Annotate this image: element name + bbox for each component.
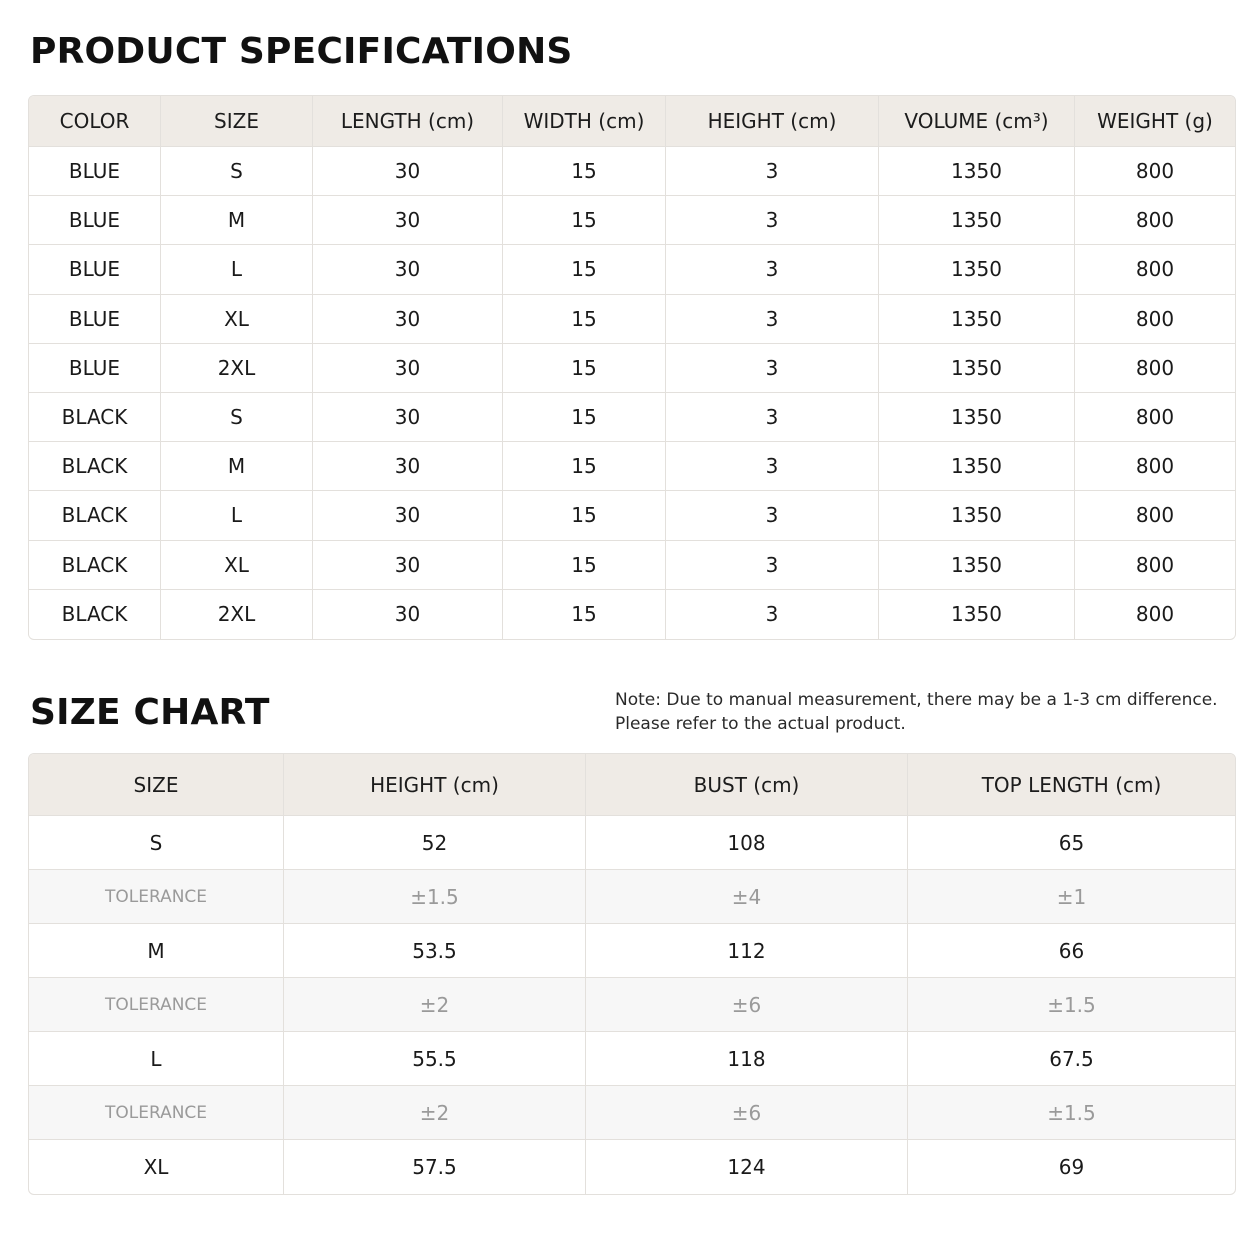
spec-cell-weight: 800 <box>1135 602 1175 627</box>
size-row <box>29 816 1235 870</box>
spec-row <box>29 393 1235 442</box>
tolerance-cell-size: TOLERANCE <box>29 978 284 1032</box>
spec-cell-width: 15 <box>503 541 666 590</box>
spec-row <box>29 344 1235 393</box>
size-cell-size: M <box>29 924 284 978</box>
spec-cell-size: L <box>161 245 313 294</box>
size-cell-bust: 118 <box>586 1032 908 1086</box>
size-row <box>29 924 1235 978</box>
spec-cell-color: BLUE <box>29 196 161 245</box>
tolerance-cell-top-length: ±1 <box>908 870 1235 924</box>
spec-cell-volume: 1350 <box>879 147 1075 196</box>
size-header-top-length: TOP LENGTH (cm) <box>908 754 1235 816</box>
spec-cell-volume: 1350 <box>879 196 1075 245</box>
spec-cell-weight: 800 <box>1075 147 1235 196</box>
spec-cell-color: BLACK <box>29 393 161 442</box>
tolerance-row <box>29 870 1235 924</box>
size-cell-top-length: 66 <box>908 924 1235 978</box>
spec-cell-size: S <box>161 393 313 442</box>
spec-cell-color: BLACK <box>29 590 161 639</box>
size-cell-size: XL <box>29 1140 284 1194</box>
spec-cell-color: BLUE <box>29 344 161 393</box>
spec-cell-length: 30 <box>313 590 503 639</box>
spec-cell-size: XL <box>161 541 313 590</box>
size-header-bust: BUST (cm) <box>586 754 908 816</box>
spec-cell-height: 3 <box>666 295 879 344</box>
size-header-size: SIZE <box>29 754 284 816</box>
spec-cell-weight: 800 <box>1075 245 1235 294</box>
spec-cell-color: BLACK <box>29 541 161 590</box>
size-cell-top-length: 67.5 <box>908 1032 1235 1086</box>
spec-cell-volume: 1350 <box>879 491 1075 540</box>
spec-cell-length: 30 <box>313 245 503 294</box>
spec-header-color: COLOR <box>29 96 161 147</box>
tolerance-cell-top-length: ±1.5 <box>908 1086 1235 1140</box>
spec-row <box>29 590 1235 639</box>
size-cell-bust: 124 <box>586 1140 908 1194</box>
tolerance-cell-size: TOLERANCE <box>29 870 284 924</box>
spec-cell-width: 15 <box>503 196 666 245</box>
spec-cell-volume: 1350 <box>879 344 1075 393</box>
size-cell-height: 57.5 <box>284 1140 586 1194</box>
spec-cell-volume: 1350 <box>879 590 1075 639</box>
spec-cell-width: 15 <box>503 344 666 393</box>
size-cell-top-length: 65 <box>908 816 1235 870</box>
spec-row <box>29 196 1235 245</box>
spec-cell-width: 15 <box>503 442 666 491</box>
spec-cell-width: 15 <box>503 147 666 196</box>
tolerance-cell-bust: ±6 <box>586 1086 908 1140</box>
spec-cell-weight: 800 <box>1075 541 1235 590</box>
spec-cell-height: 3 <box>666 245 879 294</box>
size-cell-height: 53.5 <box>284 924 586 978</box>
spec-cell-length: 30 <box>313 442 503 491</box>
spec-cell-size: M <box>161 442 313 491</box>
spec-cell-height: 3 <box>666 491 879 540</box>
spec-cell-size: S <box>161 147 313 196</box>
size-row <box>29 1032 1235 1086</box>
size-chart-title: SIZE CHART <box>30 692 270 733</box>
measurement-note <box>615 688 1218 736</box>
spec-table <box>28 95 1236 640</box>
spec-cell-height: 3 <box>666 344 879 393</box>
tolerance-row <box>29 1086 1235 1140</box>
spec-row <box>29 147 1235 196</box>
spec-cell-width: 15 <box>503 491 666 540</box>
spec-row <box>29 442 1235 491</box>
spec-cell-volume: 1350 <box>879 295 1075 344</box>
spec-cell-length: 30 <box>313 541 503 590</box>
spec-row <box>29 295 1235 344</box>
size-chart-table <box>28 753 1236 1195</box>
size-row <box>29 1140 1235 1194</box>
spec-header-length: LENGTH (cm) <box>313 96 503 147</box>
tolerance-cell-height: ±2 <box>284 1086 586 1140</box>
spec-cell-width: 15 <box>503 393 666 442</box>
spec-cell-volume: 1350 <box>879 541 1075 590</box>
spec-cell-width: 15 <box>503 245 666 294</box>
spec-cell-height: 3 <box>666 393 879 442</box>
size-cell-size: S <box>29 816 284 870</box>
size-header-height: HEIGHT (cm) <box>284 754 586 816</box>
spec-cell-color: BLACK <box>29 442 161 491</box>
spec-cell-volume: 1350 <box>879 245 1075 294</box>
spec-header-weight: WEIGHT (g) <box>1075 96 1235 147</box>
spec-cell-size: M <box>161 196 313 245</box>
spec-cell-size: 2XL <box>161 590 313 639</box>
spec-cell-weight: 800 <box>1075 393 1235 442</box>
spec-cell-height: 3 <box>666 196 879 245</box>
spec-header-width: WIDTH (cm) <box>503 96 666 147</box>
size-cell-bust: 112 <box>586 924 908 978</box>
tolerance-cell-top-length: ±1.5 <box>908 978 1235 1032</box>
spec-cell-color: BLUE <box>29 147 161 196</box>
spec-row <box>29 541 1235 590</box>
spec-cell-color: BLUE <box>29 295 161 344</box>
tolerance-cell-bust: ±4 <box>586 870 908 924</box>
spec-title: PRODUCT SPECIFICATIONS <box>30 31 573 72</box>
spec-cell-height: 3 <box>666 442 879 491</box>
spec-cell-volume: 1350 <box>879 442 1075 491</box>
size-cell-height: 52 <box>284 816 586 870</box>
spec-header-row <box>29 96 1235 147</box>
size-header-row <box>29 754 1235 816</box>
spec-cell-color: BLUE <box>29 245 161 294</box>
spec-cell-height: 3 <box>666 541 879 590</box>
spec-cell-weight: 800 <box>1075 491 1235 540</box>
spec-cell-length: 30 <box>313 344 503 393</box>
spec-cell-height: 3 <box>666 590 879 639</box>
tolerance-cell-height: ±2 <box>284 978 586 1032</box>
spec-cell-length: 30 <box>313 147 503 196</box>
size-cell-top-length: 69 <box>1058 1155 1085 1179</box>
spec-cell-size: L <box>161 491 313 540</box>
size-cell-size: L <box>29 1032 284 1086</box>
size-cell-height: 55.5 <box>284 1032 586 1086</box>
spec-cell-length: 30 <box>313 393 503 442</box>
spec-cell-size: XL <box>161 295 313 344</box>
spec-cell-weight: 800 <box>1075 295 1235 344</box>
spec-cell-length: 30 <box>313 295 503 344</box>
spec-cell-weight: 800 <box>1075 344 1235 393</box>
tolerance-row <box>29 978 1235 1032</box>
note-line-1: Note: Due to manual measurement, there may be a 1-3 cm difference. <box>615 690 1218 710</box>
tolerance-cell-height: ±1.5 <box>284 870 586 924</box>
spec-cell-width: 15 <box>503 590 666 639</box>
spec-cell-length: 30 <box>313 196 503 245</box>
size-cell-bust: 108 <box>586 816 908 870</box>
tolerance-cell-bust: ±6 <box>586 978 908 1032</box>
spec-row <box>29 245 1235 294</box>
spec-cell-color: BLACK <box>29 491 161 540</box>
spec-cell-size: 2XL <box>161 344 313 393</box>
spec-cell-width: 15 <box>503 295 666 344</box>
spec-cell-weight: 800 <box>1075 442 1235 491</box>
spec-header-size: SIZE <box>161 96 313 147</box>
spec-cell-height: 3 <box>666 147 879 196</box>
spec-cell-volume: 1350 <box>879 393 1075 442</box>
spec-header-height: HEIGHT (cm) <box>666 96 879 147</box>
spec-header-volume: VOLUME (cm³) <box>879 96 1075 147</box>
tolerance-cell-size: TOLERANCE <box>29 1086 284 1140</box>
note-line-2: Please refer to the actual product. <box>615 714 906 734</box>
spec-cell-weight: 800 <box>1075 196 1235 245</box>
spec-cell-length: 30 <box>313 491 503 540</box>
spec-row <box>29 491 1235 540</box>
